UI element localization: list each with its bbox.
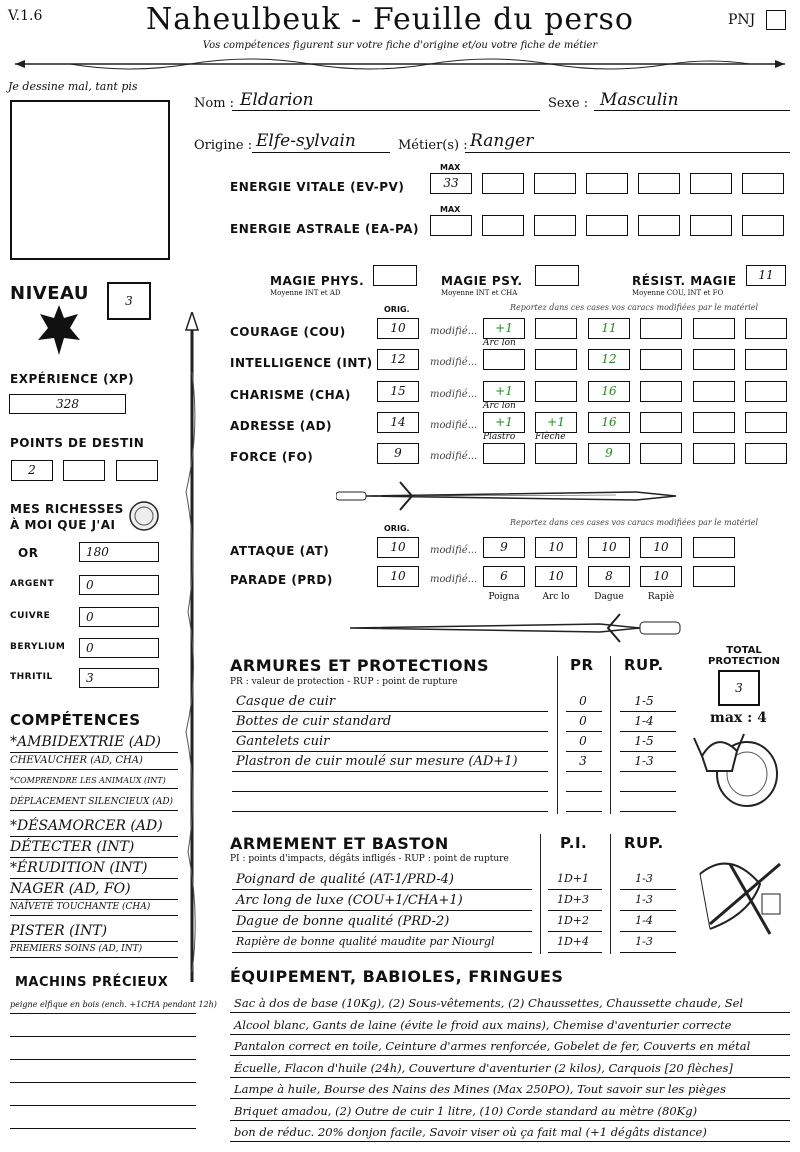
coin-icon — [128, 500, 160, 532]
ea-box-6[interactable] — [742, 215, 784, 236]
armures-pr-header: PR — [570, 656, 594, 674]
precieux-item: peigne elfique en bois (ench. +1CHA pendant 12h) — [10, 1000, 217, 1009]
combat-orig-value: 10 — [390, 540, 406, 554]
stat-mod-value: 16 — [601, 415, 617, 429]
combat-modif-label: modifié... — [430, 574, 478, 585]
helmet-shield-icon — [692, 726, 782, 811]
equipement-line: Sac à dos de base (10Kg), (2) Sous-vêtements, (2) Chaussettes, Chaussette chaude, Sel — [234, 996, 744, 1010]
money-value: 0 — [86, 578, 94, 592]
combat-mod-value: 10 — [548, 540, 564, 554]
origine-value[interactable]: Elfe-sylvain — [256, 131, 356, 151]
stat-mod-box[interactable] — [640, 349, 682, 370]
magie-phys-box[interactable] — [373, 265, 417, 286]
combat-label: PARADE (PRD) — [230, 573, 333, 587]
precieux-label: MACHINS PRÉCIEUX — [15, 975, 169, 990]
niveau-box[interactable] — [107, 282, 151, 320]
competences-label: COMPÉTENCES — [10, 711, 141, 729]
equipement-line: Écuelle, Flacon d'huile (24h), Couverture d'aventurier (2 kilos), Carquois [20 flèches] — [234, 1060, 733, 1075]
combat-label: ATTAQUE (AT) — [230, 544, 330, 558]
ev-max-label: MAX — [440, 163, 461, 172]
magie-psy-note: Moyenne INT et CHA — [441, 289, 518, 297]
stat-mod-value: 16 — [601, 384, 617, 398]
sexe-value[interactable]: Masculin — [600, 90, 679, 110]
combat-mod-box[interactable] — [640, 537, 682, 558]
combat-mod-value: 10 — [653, 540, 669, 554]
stat-mod-box[interactable] — [483, 381, 525, 402]
ea-box-1[interactable] — [482, 215, 524, 236]
ea-box-2[interactable] — [534, 215, 576, 236]
stat-orig-box[interactable] — [377, 381, 419, 402]
magie-psy-label: MAGIE PSY. — [441, 274, 523, 288]
stat-mod-box[interactable] — [588, 381, 630, 402]
combat-mod-value: 10 — [601, 540, 617, 554]
money-box[interactable] — [79, 668, 159, 688]
combat-mod-box[interactable] — [483, 566, 525, 587]
xp-box[interactable] — [9, 394, 126, 414]
nom-value[interactable]: Eldarion — [240, 90, 314, 110]
armement-title: ARMEMENT ET BASTON — [230, 834, 449, 853]
competence-item: *ÉRUDITION (INT) — [10, 860, 148, 876]
competence-item: NAGER (AD, FO) — [10, 881, 131, 897]
stat-mod-box[interactable] — [588, 443, 630, 464]
stat-mod-box[interactable] — [745, 443, 787, 464]
stat-mod-box[interactable] — [745, 412, 787, 433]
money-value: 0 — [86, 610, 94, 624]
sheet-subtitle: Vos compétences figurent sur votre fiche d'origine et/ou votre fiche de métier — [202, 40, 598, 51]
money-label: BERYLIUM — [10, 642, 66, 652]
stat-orig-value: 15 — [390, 384, 406, 398]
stat-mod-box[interactable] — [483, 318, 525, 339]
sexe-label: Sexe : — [548, 96, 589, 111]
metier-value[interactable]: Ranger — [470, 131, 534, 151]
stat-modif-label: modifié... — [430, 326, 478, 337]
stat-mod-box[interactable] — [640, 412, 682, 433]
combat-mod-value: 6 — [500, 569, 508, 583]
pnj-checkbox[interactable] — [766, 10, 786, 30]
equipement-line: Lampe à huile, Bourse des Nains des Mines (Max 250PO), Tout savoir sur les pièges — [234, 1082, 726, 1096]
combat-modif-label: modifié... — [430, 545, 478, 556]
arme-name: Poignard de qualité (AT-1/PRD-4) — [236, 872, 454, 887]
stat-mod-box[interactable] — [745, 381, 787, 402]
combat-mod-box[interactable] — [693, 537, 735, 558]
combat-orig-box[interactable] — [377, 566, 419, 587]
arme-rup: 1-3 — [635, 872, 653, 885]
arme-pi: 1D+3 — [556, 893, 590, 906]
armures-rup-header: RUP. — [624, 656, 664, 674]
combat-orig-label: ORIG. — [384, 524, 410, 533]
stat-mod-box[interactable] — [535, 381, 577, 402]
ev-box-3[interactable] — [586, 173, 628, 194]
armure-pr: 3 — [579, 754, 587, 768]
destin-box-1[interactable]: 2 — [11, 460, 53, 481]
stat-mod-box[interactable] — [640, 443, 682, 464]
stat-orig-value: 12 — [390, 352, 406, 366]
stat-mod-box[interactable] — [535, 318, 577, 339]
arme-name: Dague de bonne qualité (PRD-2) — [236, 914, 450, 929]
stat-mod-note: Plastro — [483, 432, 516, 442]
weapon-name-label: Dague — [594, 592, 624, 602]
stat-mod-box[interactable] — [535, 412, 577, 433]
money-value: 180 — [86, 545, 109, 559]
combat-mod-value: 10 — [653, 569, 669, 583]
stat-modif-label: modifié... — [430, 389, 478, 400]
total-protection-value: 3 — [735, 681, 743, 695]
arme-pi: 1D+1 — [556, 872, 590, 885]
competence-item: *DÉSAMORCER (AD) — [10, 818, 163, 834]
equipement-line: Alcool blanc, Gants de laine (évite le froid aux mains), Chemise d'aventurier correcte — [234, 1017, 732, 1032]
stats-report-note: Reportez dans ces cases vos caracs modifiées par le matériel — [510, 303, 759, 312]
stat-label: COURAGE (COU) — [230, 325, 346, 339]
armure-rup: 1-5 — [634, 694, 654, 708]
arme-pi: 1D+2 — [556, 914, 590, 927]
ev-box-4[interactable] — [638, 173, 680, 194]
money-box[interactable] — [79, 542, 159, 562]
armement-note: PI : points d'impacts, dégâts infligés - RUP : point de rupture — [230, 854, 509, 864]
arme-rup: 1-3 — [635, 935, 653, 948]
total-protection-box[interactable] — [718, 670, 760, 706]
stat-mod-box[interactable] — [745, 318, 787, 339]
money-box[interactable] — [79, 607, 159, 627]
stat-mod-box[interactable] — [483, 412, 525, 433]
nom-label: Nom : — [194, 96, 235, 111]
stat-mod-value: +1 — [495, 415, 513, 429]
xp-value: 328 — [56, 397, 79, 411]
stat-orig-value: 10 — [390, 321, 406, 335]
stat-mod-box[interactable] — [588, 349, 630, 370]
armure-rup: 1-4 — [634, 714, 654, 728]
stat-mod-box[interactable] — [693, 443, 735, 464]
destin-label: POINTS DE DESTIN — [10, 436, 145, 450]
armures-title: ARMURES ET PROTECTIONS — [230, 656, 489, 675]
armure-name: Casque de cuir — [236, 694, 336, 709]
armure-rup: 1-3 — [634, 754, 654, 768]
origine-label: Origine : — [194, 138, 253, 153]
stat-mod-box[interactable] — [693, 412, 735, 433]
competence-item: DÉTECTER (INT) — [10, 839, 135, 855]
competence-item: *AMBIDEXTRIE (AD) — [10, 734, 162, 750]
stat-mod-note: Arc lon — [483, 401, 516, 411]
money-label: OR — [18, 546, 39, 560]
stat-mod-value: +1 — [495, 321, 513, 335]
version-label: V.1.6 — [8, 8, 43, 24]
sheet-title: Naheulbeuk - Feuille du perso — [146, 2, 634, 37]
stat-orig-box[interactable] — [377, 443, 419, 464]
ev-max-box[interactable] — [430, 173, 472, 194]
stat-mod-box[interactable] — [745, 349, 787, 370]
weapons-icon — [690, 854, 790, 940]
resist-magie-box[interactable] — [746, 265, 786, 286]
stat-mod-note: Arc lon — [483, 338, 516, 348]
competence-item: PREMIERS SOINS (AD, INT) — [10, 944, 143, 954]
ea-max-label: MAX — [440, 205, 461, 214]
ev-box-1[interactable] — [482, 173, 524, 194]
magie-psy-box[interactable] — [535, 265, 579, 286]
total-protection-label: TOTAL PROTECTION — [708, 645, 780, 667]
ev-max-value: 33 — [443, 176, 459, 190]
stat-mod-box[interactable] — [693, 318, 735, 339]
money-box[interactable] — [79, 638, 159, 658]
destin-box-3[interactable] — [116, 460, 158, 481]
combat-mod-value: 9 — [500, 540, 508, 554]
stat-mod-value: +1 — [547, 415, 565, 429]
stat-orig-box[interactable] — [377, 349, 419, 370]
stat-mod-box[interactable] — [640, 318, 682, 339]
ea-label: ENERGIE ASTRALE (EA-PA) — [230, 222, 419, 236]
metier-label: Métier(s) : — [398, 138, 468, 153]
stat-orig-value: 14 — [390, 415, 406, 429]
armure-pr: 0 — [579, 734, 587, 748]
stat-mod-value: 11 — [601, 321, 617, 335]
xp-label: EXPÉRIENCE (XP) — [10, 372, 135, 386]
competence-item: DÉPLACEMENT SILENCIEUX (AD) — [10, 797, 174, 807]
equipement-title: ÉQUIPEMENT, BABIOLES, FRINGUES — [230, 967, 564, 986]
armures-note: PR : valeur de protection - RUP : point de rupture — [230, 677, 458, 687]
stat-label: INTELLIGENCE (INT) — [230, 356, 373, 370]
portrait-box[interactable] — [10, 100, 170, 260]
ev-box-5[interactable] — [690, 173, 732, 194]
armure-name: Gantelets cuir — [236, 734, 330, 749]
stat-orig-value: 9 — [394, 446, 402, 460]
stat-orig-box[interactable] — [377, 412, 419, 433]
arme-pi: 1D+4 — [556, 935, 590, 948]
armure-name: Bottes de cuir standard — [236, 714, 392, 729]
stat-mod-box[interactable] — [640, 381, 682, 402]
armement-rup-header: RUP. — [624, 834, 664, 852]
equipement-line: bon de réduc. 20% donjon facile, Savoir viser où ça fait mal (+1 dégâts distance) — [234, 1125, 707, 1139]
stat-modif-label: modifié... — [430, 420, 478, 431]
combat-orig-value: 10 — [390, 569, 406, 583]
combat-report-note: Reportez dans ces cases vos caracs modifiées par le matériel — [510, 518, 759, 527]
portrait-caption: Je dessine mal, tant pis — [8, 80, 138, 93]
resist-magie-label: RÉSIST. MAGIE — [632, 274, 737, 288]
equipement-line: Briquet amadou, (2) Outre de cuir 1 litre, (10) Corde standard au mètre (80Kg) — [234, 1103, 698, 1118]
armure-pr: 0 — [579, 694, 587, 708]
ev-label: ENERGIE VITALE (EV-PV) — [230, 180, 405, 194]
arme-name: Rapière de bonne qualité maudite par Niourgl — [236, 935, 495, 948]
competence-item: PISTER (INT) — [10, 923, 108, 939]
combat-mod-box[interactable] — [640, 566, 682, 587]
ea-box-5[interactable] — [690, 215, 732, 236]
weapon-name-label: Poigna — [488, 592, 520, 602]
max-protection-label: max : 4 — [710, 710, 767, 726]
stats-orig-label: ORIG. — [384, 305, 410, 314]
stat-mod-box[interactable] — [693, 349, 735, 370]
money-value: 3 — [86, 671, 94, 685]
stat-mod-value: 9 — [605, 446, 613, 460]
armure-pr: 0 — [579, 714, 587, 728]
niveau-value: 3 — [125, 294, 133, 308]
money-box[interactable] — [79, 575, 159, 595]
equipement-line: Pantalon correct en toile, Ceinture d'armes renforcée, Gobelet de fer, Couverts en métal — [234, 1039, 751, 1053]
stat-mod-box[interactable] — [483, 443, 525, 464]
combat-orig-box[interactable] — [377, 537, 419, 558]
sword-illustration-bottom — [340, 610, 690, 646]
armure-name: Plastron de cuir moulé sur mesure (AD+1) — [236, 754, 518, 769]
combat-mod-box[interactable] — [588, 537, 630, 558]
stat-mod-note: Flèche — [535, 432, 566, 442]
stat-label: FORCE (FO) — [230, 450, 314, 464]
sword-illustration-top — [336, 478, 686, 514]
money-label: THRITIL — [10, 672, 53, 682]
weapon-name-label: Arc lo — [542, 592, 570, 602]
combat-mod-box[interactable] — [535, 566, 577, 587]
stat-mod-value: +1 — [495, 384, 513, 398]
arme-rup: 1-3 — [635, 893, 653, 906]
stat-mod-box[interactable] — [535, 349, 577, 370]
money-label: CUIVRE — [10, 611, 51, 621]
combat-mod-value: 8 — [605, 569, 613, 583]
title-ornament — [10, 54, 790, 76]
magie-phys-label: MAGIE PHYS. — [270, 274, 365, 288]
combat-mod-box[interactable] — [693, 566, 735, 587]
stat-label: ADRESSE (AD) — [230, 419, 333, 433]
stat-mod-box[interactable] — [588, 412, 630, 433]
money-value: 0 — [86, 641, 94, 655]
competence-item: NAÏVETÉ TOUCHANTE (CHA) — [10, 902, 151, 912]
destin-box-2[interactable] — [63, 460, 105, 481]
combat-mod-box[interactable] — [535, 537, 577, 558]
resist-magie-value: 11 — [758, 268, 774, 282]
armure-rup: 1-5 — [634, 734, 654, 748]
ev-box-6[interactable] — [742, 173, 784, 194]
stat-mod-box[interactable] — [693, 381, 735, 402]
arme-name: Arc long de luxe (COU+1/CHA+1) — [236, 893, 463, 908]
dragon-icon — [34, 300, 84, 360]
niveau-label: NIVEAU — [10, 283, 89, 304]
money-label: ARGENT — [10, 579, 55, 589]
stat-mod-value: 12 — [601, 352, 617, 366]
stat-mod-box[interactable] — [483, 349, 525, 370]
pnj-label: PNJ — [728, 12, 756, 28]
stat-label: CHARISME (CHA) — [230, 388, 351, 402]
ev-box-2[interactable] — [534, 173, 576, 194]
competence-item: *COMPRENDRE LES ANIMAUX (INT) — [10, 776, 166, 785]
richesses-label-1: MES RICHESSES — [10, 502, 124, 516]
magie-phys-note: Moyenne INT et AD — [270, 289, 341, 297]
stat-mod-box[interactable] — [588, 318, 630, 339]
ea-max-box[interactable] — [430, 215, 472, 236]
ea-box-3[interactable] — [586, 215, 628, 236]
staff-illustration — [180, 312, 204, 992]
ea-box-4[interactable] — [638, 215, 680, 236]
stat-modif-label: modifié... — [430, 357, 478, 368]
combat-mod-box[interactable] — [483, 537, 525, 558]
armement-pi-header: P.I. — [560, 834, 588, 852]
stat-modif-label: modifié... — [430, 451, 478, 462]
richesses-label-2: À MOI QUE J'AI — [10, 518, 116, 532]
stat-orig-box[interactable] — [377, 318, 419, 339]
weapon-name-label: Rapiè — [647, 592, 675, 602]
combat-mod-value: 10 — [548, 569, 564, 583]
combat-mod-box[interactable] — [588, 566, 630, 587]
arme-rup: 1-4 — [635, 914, 653, 927]
resist-magie-note: Moyenne COU, INT et FO — [632, 289, 724, 297]
competence-item: CHEVAUCHER (AD, CHA) — [10, 755, 143, 766]
stat-mod-box[interactable] — [535, 443, 577, 464]
